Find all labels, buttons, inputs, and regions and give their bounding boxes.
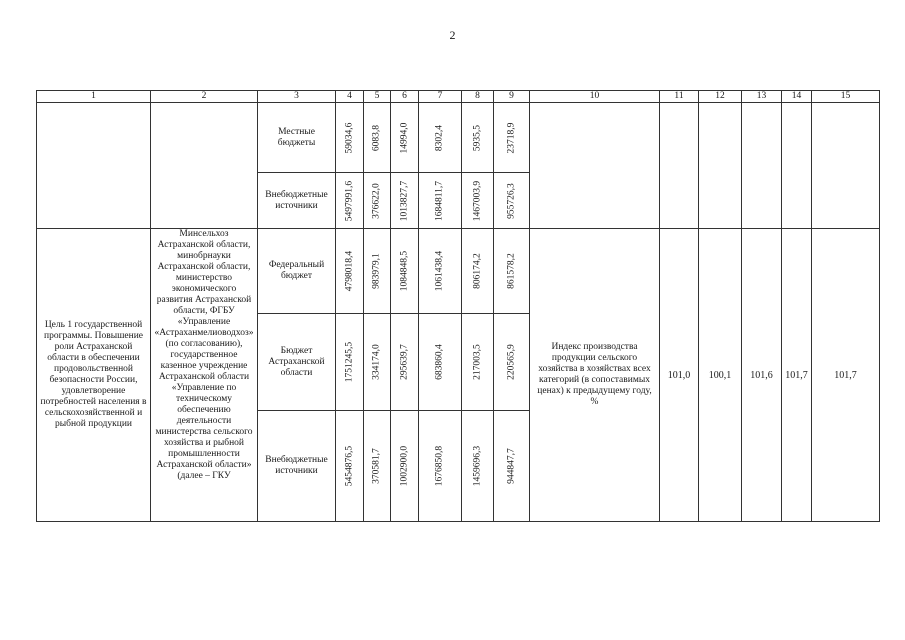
empty-executor-cell [151, 103, 258, 229]
value-cell: 1676850,8 [419, 411, 462, 522]
value-cell: 5497991,6 [336, 173, 364, 229]
value-cell: 220565,9 [494, 314, 530, 411]
header-cell: 7 [419, 91, 462, 103]
header-cell: 6 [391, 91, 419, 103]
value-cell: 5935,5 [462, 103, 494, 173]
empty-indicator-cell [530, 103, 660, 229]
header-cell: 2 [151, 91, 258, 103]
empty-cell [660, 103, 699, 229]
value-cell: 806174,2 [462, 229, 494, 314]
empty-cell [812, 103, 880, 229]
header-cell: 8 [462, 91, 494, 103]
value-cell: 334174,0 [364, 314, 391, 411]
value-cell: 5454876,5 [336, 411, 364, 522]
value-cell: 983979,1 [364, 229, 391, 314]
header-cell: 4 [336, 91, 364, 103]
value-cell: 14994,0 [391, 103, 419, 173]
empty-cell [699, 103, 742, 229]
value-cell: 4798018,4 [336, 229, 364, 314]
value-cell: 1459696,3 [462, 411, 494, 522]
value-cell: 1061438,4 [419, 229, 462, 314]
value-cell: 1467003,9 [462, 173, 494, 229]
value-cell: 955726,3 [494, 173, 530, 229]
indicator-value-cell: 101,7 [812, 229, 880, 522]
value-cell: 23718,9 [494, 103, 530, 173]
value-cell: 683860,4 [419, 314, 462, 411]
header-cell: 3 [258, 91, 336, 103]
value-cell: 861578,2 [494, 229, 530, 314]
value-cell: 6083,8 [364, 103, 391, 173]
header-cell: 10 [530, 91, 660, 103]
value-cell: 1684811,7 [419, 173, 462, 229]
indicator-cell: Индекс производства продукции сельского хозяйства в хозяйствах всех категорий (в сопоставимых ценах) к предыдущему году, % [530, 229, 660, 522]
value-cell: 1751245,5 [336, 314, 364, 411]
funding-source-cell: Местные бюджеты [258, 103, 336, 173]
table-row [37, 103, 880, 173]
page-number: 2 [449, 28, 456, 42]
empty-cell [782, 103, 812, 229]
value-cell: 370581,7 [364, 411, 391, 522]
header-row [37, 91, 880, 103]
empty-cell [742, 103, 782, 229]
value-cell: 376622,0 [364, 173, 391, 229]
goal-cell: Цель 1 государственной программы. Повышение роли Астраханской области в обеспечении продовольственной безопасности России, удовлетворение потребностей населения в сельскохозяйственной и рыбной продукции [37, 229, 151, 522]
value-cell: 295639,7 [391, 314, 419, 411]
value-cell: 944847,7 [494, 411, 530, 522]
header-cell: 15 [812, 91, 880, 103]
value-cell: 59034,6 [336, 103, 364, 173]
funding-source-cell: Федеральный бюджет [258, 229, 336, 314]
indicator-value-cell: 100,1 [699, 229, 742, 522]
funding-source-cell: Внебюджетные источники [258, 411, 336, 522]
value-cell: 8302,4 [419, 103, 462, 173]
indicator-value-cell: 101,7 [782, 229, 812, 522]
empty-goal-cell [37, 103, 151, 229]
budget-table [36, 90, 880, 522]
indicator-value-cell: 101,6 [742, 229, 782, 522]
executor-cell: Минсельхоз Астраханской области, минобрнауки Астраханской области, министерство экономического развития Астраханской области, ФГБУ «Управление «Астраханмелиоводхоз» (по согласованию), государственное казенное учреждение Астраханской области «Управление по техническому обеспечению деятельности министерства сельского хозяйства и рыбной промышленности Астраханской области» (далее – ГКУ [151, 229, 258, 522]
header-cell: 5 [364, 91, 391, 103]
header-cell: 14 [782, 91, 812, 103]
header-cell: 11 [660, 91, 699, 103]
header-cell: 12 [699, 91, 742, 103]
table-row [37, 229, 880, 314]
value-cell: 1013827,7 [391, 173, 419, 229]
value-cell: 1002900,0 [391, 411, 419, 522]
header-cell: 13 [742, 91, 782, 103]
header-cell: 1 [37, 91, 151, 103]
funding-source-cell: Бюджет Астраханской области [258, 314, 336, 411]
indicator-value-cell: 101,0 [660, 229, 699, 522]
header-cell: 9 [494, 91, 530, 103]
value-cell: 217003,5 [462, 314, 494, 411]
value-cell: 1084848,5 [391, 229, 419, 314]
funding-source-cell: Внебюджетные источники [258, 173, 336, 229]
